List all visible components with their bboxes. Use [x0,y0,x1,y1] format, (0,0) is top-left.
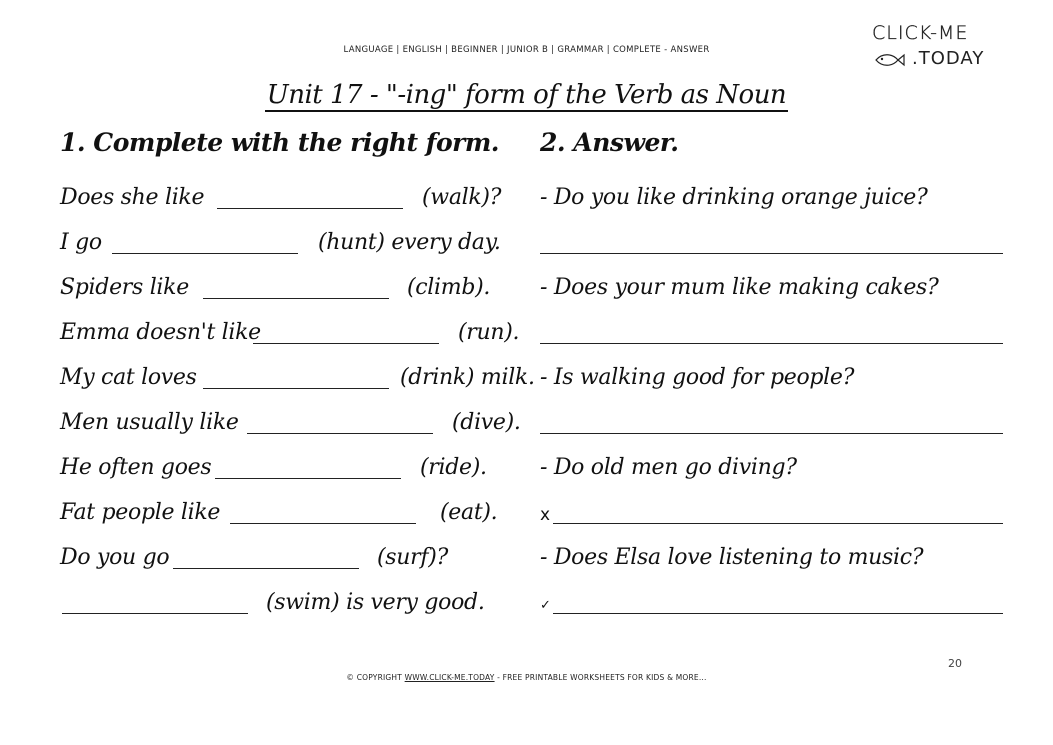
exercise1-hint: (swim) is very good. [266,590,485,615]
footer-tagline: - FREE PRINTABLE WORKSHEETS FOR KIDS & MORE... [494,673,707,682]
answer-line[interactable] [540,253,1003,254]
exercise1-item: Men usually like [60,410,239,435]
answer-blank[interactable] [253,343,439,344]
exercise2-question: - Do you like drinking orange juice? [540,185,928,210]
answer-blank[interactable] [203,388,389,389]
click-me-today-logo [872,22,1002,74]
breadcrumb: LANGUAGE | ENGLISH | BEGINNER | JUNIOR B | GRAMMAR | COMPLETE - ANSWER [343,45,710,55]
exercise2-question: - Is walking good for people? [540,365,855,390]
page-title-text: Unit 17 - "-ing" form of the Verb as Noun [266,80,787,110]
logo-line2: .TODAY [912,48,985,69]
exercise1-hint: (surf)? [377,545,448,570]
page-title [0,80,1053,110]
exercise1-item: Fat people like [60,500,221,525]
exercise1-hint: (eat). [440,500,498,525]
answer-line[interactable] [540,343,1003,344]
answer-blank[interactable] [230,523,416,524]
answer-blank[interactable] [203,298,389,299]
cross-mark-icon: x [540,505,551,525]
exercise1-item: Spiders like [60,275,189,300]
fish-logo-icon [874,52,906,68]
answer-blank[interactable] [217,208,403,209]
footer [0,673,1053,682]
exercise1-hint: (walk)? [422,185,502,210]
exercise1-item: Do you go [60,545,170,570]
section1-heading: 1. Complete with the right form. [60,128,499,157]
answer-blank[interactable] [247,433,433,434]
exercise1-item: Emma doesn't like [60,320,261,345]
exercise1-hint: (hunt) every day. [318,230,501,255]
exercise1-item: My cat loves [60,365,197,390]
answer-line[interactable] [553,523,1003,524]
footer-copyright: © COPYRIGHT [346,673,403,682]
exercise1-item: Does she like [60,185,205,210]
exercise1-hint: (ride). [420,455,487,480]
exercise2-question: - Does your mum like making cakes? [540,275,939,300]
exercise2-question: - Does Elsa love listening to music? [540,545,924,570]
exercise1-item: He often goes [60,455,212,480]
answer-blank[interactable] [173,568,359,569]
answer-line[interactable] [553,613,1003,614]
exercise1-hint: (climb). [407,275,491,300]
exercise1-hint: (dive). [452,410,521,435]
answer-blank[interactable] [112,253,298,254]
exercise1-item: I go [60,230,102,255]
exercise2-question: - Do old men go diving? [540,455,797,480]
answer-blank[interactable] [215,478,401,479]
answer-blank[interactable] [62,613,248,614]
exercise1-hint: (drink) milk. [400,365,535,390]
check-mark-icon: ✓ [540,598,551,613]
answer-line[interactable] [540,433,1003,434]
exercise1-hint: (run). [458,320,520,345]
footer-link[interactable]: WWW.CLICK-ME.TODAY [404,673,495,682]
logo-line1: CLICK-ME [872,22,969,44]
section2-heading: 2. Answer. [540,128,679,157]
page-number: 20 [948,657,962,670]
